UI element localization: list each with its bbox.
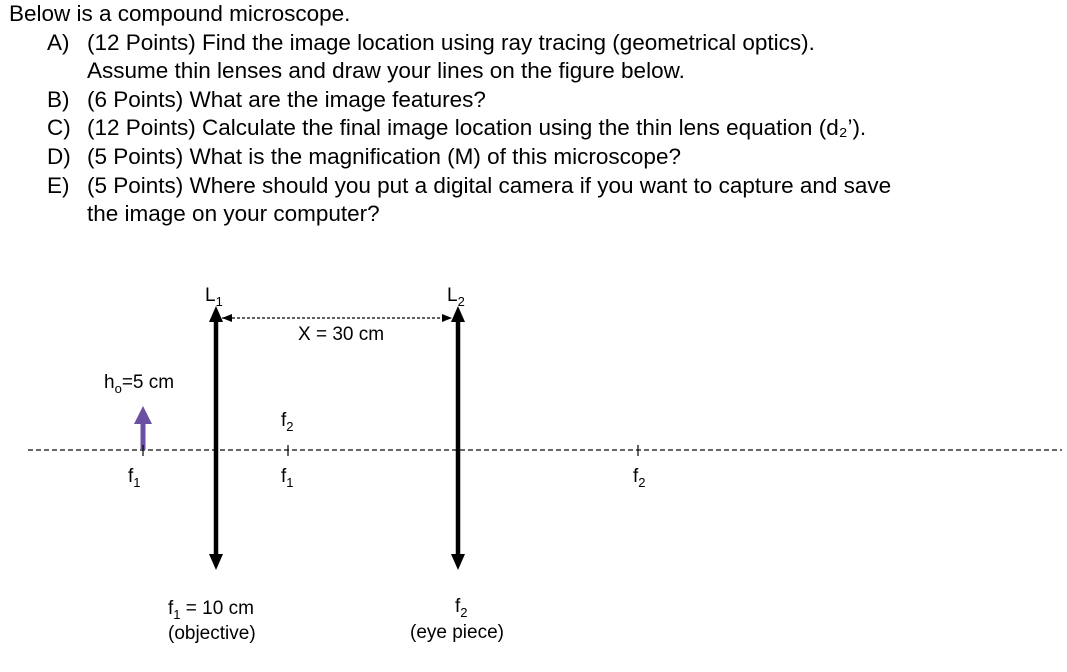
- eyepiece-focal-label: $f_2$: [455, 596, 468, 620]
- eyepiece-lens: [451, 306, 465, 570]
- question-text: (5 Points) What is the magnification (M) of this microscope?: [87, 143, 681, 169]
- lens1-label: $L_1$: [205, 285, 223, 309]
- intro-line: Below is a compound microscope.: [9, 1, 351, 26]
- question-letter: D): [47, 143, 71, 169]
- object-arrow: [134, 406, 152, 450]
- eyepiece-caption: (eye piece): [410, 622, 504, 643]
- question-text-cont: the image on your computer?: [87, 201, 380, 227]
- question-text: (6 Points) What are the image features?: [87, 86, 486, 112]
- objective-focal-label: $f_1 = 10$ cm: [168, 598, 254, 622]
- object-height-label: $h_o=5$ cm: [104, 372, 175, 396]
- separation-label: X = 30 cm: [298, 324, 385, 345]
- lens2-label: $L_2$: [447, 285, 465, 309]
- question-letter: A): [47, 29, 70, 55]
- separation-dimension: [222, 314, 452, 322]
- f2-right-label: $f_2$: [633, 466, 646, 490]
- question-text: (12 Points) Find the image location using ray tracing (geometrical optics).: [87, 29, 815, 55]
- question-text: (12 Points) Calculate the final image location using the thin lens equation (d₂’).: [87, 115, 867, 141]
- f1-left-label: $f_1$: [128, 466, 141, 490]
- objective-caption: (objective): [168, 623, 256, 644]
- question-text-cont: Assume thin lenses and draw your lines on the figure below.: [87, 58, 685, 84]
- objective-lens: [209, 306, 223, 570]
- question-text: (5 Points) Where should you put a digital camera if you want to capture and save: [87, 172, 892, 198]
- question-letter: B): [47, 86, 70, 112]
- question-letter: C): [47, 115, 71, 141]
- f1-right-label: $f_1$: [281, 466, 294, 490]
- f2-upper-label: $f_2$: [281, 410, 294, 434]
- question-letter: E): [47, 172, 70, 198]
